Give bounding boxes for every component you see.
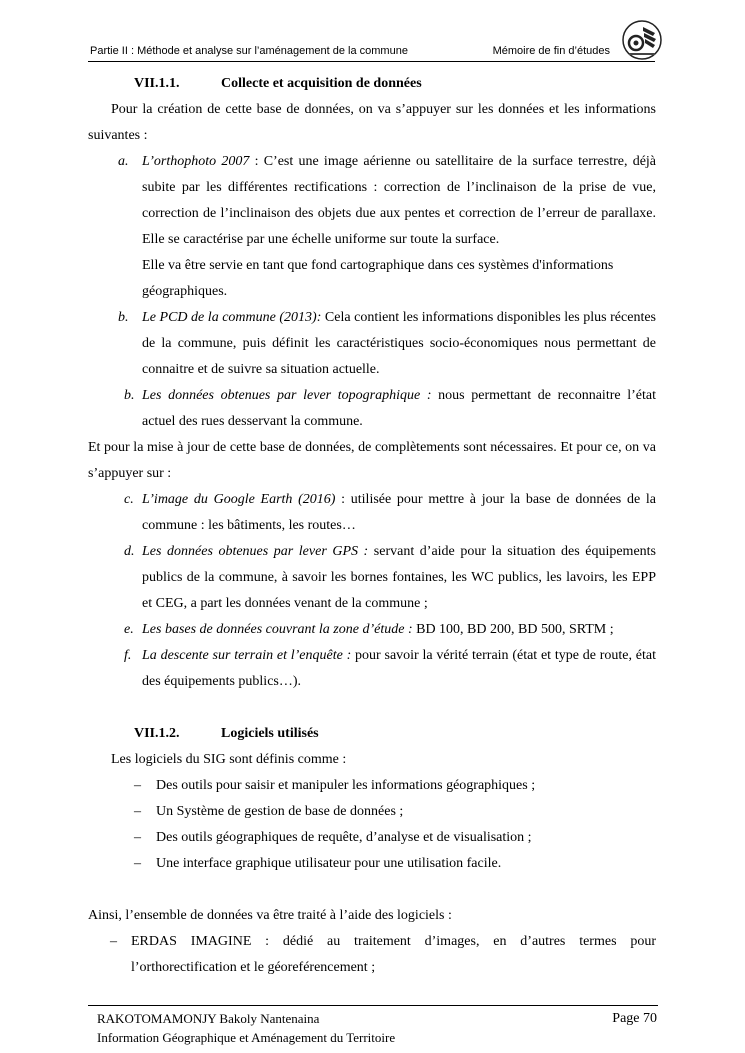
section-heading xyxy=(88,721,656,747)
item-title: Les bases de données couvrant la zone d’étude : xyxy=(142,622,413,637)
header-left: Partie II : Méthode et analyse sur l’aménagement de la commune xyxy=(90,45,408,57)
item-text: : utilisée pour mettre à jour la base de données de la commune : les bâtiments, les routes… xyxy=(142,492,656,533)
dash-marker: – xyxy=(134,778,141,793)
header-rule xyxy=(88,61,655,62)
paragraph: Et pour la mise à jour de cette base de données, de complètements sont nécessaires. Et pour ce, on va s’appuyer sur : xyxy=(88,440,656,481)
dash-marker: – xyxy=(110,934,117,949)
bullet-text: Une interface graphique utilisateur pour une utilisation facile. xyxy=(156,856,502,871)
list-marker: b. xyxy=(118,310,129,325)
bullet-item xyxy=(88,799,656,825)
list-marker: e. xyxy=(124,622,134,637)
bullet-item xyxy=(88,825,656,851)
item-extra: Elle va être servie en tant que fond cartographique dans ces systèmes d'informations géographiques. xyxy=(142,258,614,299)
item-title: L’image du Google Earth (2016) xyxy=(142,492,336,507)
item-title: Les données obtenues par lever GPS : xyxy=(142,544,369,559)
section-title: Collecte et acquisition de données xyxy=(221,76,422,91)
list-item xyxy=(88,539,656,617)
paragraph: Ainsi, l’ensemble de données va être traité à l’aide des logiciels : xyxy=(88,908,452,923)
item-title: L’orthophoto 2007 xyxy=(142,154,250,169)
item-title: Les données obtenues par lever topographique : xyxy=(142,388,432,403)
paragraph: Les logiciels du SIG sont définis comme : xyxy=(111,752,347,767)
item-text: Cela contient les informations disponibles les plus récentes de la commune, puis définit les caractéristiques socio-économiques nous permettant de connaitre et de suivre sa situation actuelle. xyxy=(142,310,656,377)
footer-author: RAKOTOMAMONJY Bakoly Nantenaina xyxy=(97,1011,320,1026)
spacer xyxy=(88,695,656,721)
footer-program: Information Géographique et Aménagement du Territoire xyxy=(97,1030,396,1045)
software-text: ERDAS IMAGINE : dédié au traitement d’images, en d’autres termes pour l’orthorectification et le géoreférencement ; xyxy=(131,934,656,975)
item-text: : C’est une image aérienne ou satellitaire de la surface terrestre, déjà subite par les différentes rectifications : correction de l’inclinaison de la prise de vue, correction de l’inclinaison des objets due aux pentes et correction de l’erreur de parallaxe. Elle se caractérise par une échelle uniforme sur toute la surface. xyxy=(142,154,657,247)
list-marker: d. xyxy=(124,544,135,559)
university-logo-icon xyxy=(621,19,663,61)
item-text: BD 100, BD 200, BD 500, SRTM ; xyxy=(412,622,614,637)
list-item xyxy=(88,643,656,695)
paragraph: Pour la création de cette base de données, on va s’appuyer sur les données et les informations suivantes : xyxy=(88,102,656,143)
spacer xyxy=(88,877,656,903)
item-title: La descente sur terrain et l’enquête : xyxy=(142,648,352,663)
item-title: Le PCD de la commune (2013): xyxy=(142,310,322,325)
page-footer xyxy=(97,1009,657,1047)
list-item xyxy=(88,149,656,305)
list-marker: a. xyxy=(118,154,129,169)
item-text: servant d’aide pour la situation des équipements publics de la commune, à savoir les bornes fontaines, les WC publics, les lavoirs, les EPP et CEG, a part les données venant de la commune ; xyxy=(142,544,656,611)
section-heading xyxy=(88,71,656,97)
section-title: Logiciels utilisés xyxy=(221,726,319,741)
item-text: nous permettant de reconnaitre l’état actuel des rues desservant la commune. xyxy=(142,388,656,429)
list-marker: c. xyxy=(124,492,134,507)
list-item xyxy=(88,305,656,383)
bullet-item xyxy=(88,851,656,877)
section-number: VII.1.1. xyxy=(134,76,180,91)
bullet-text: Des outils géographiques de requête, d’analyse et de visualisation ; xyxy=(156,830,532,845)
footer-rule xyxy=(88,1005,658,1006)
page-number: Page 70 xyxy=(612,1011,657,1026)
dash-marker: – xyxy=(134,804,141,819)
dash-marker: – xyxy=(134,830,141,845)
bullet-text: Un Système de gestion de base de données ; xyxy=(156,804,404,819)
item-text: pour savoir la vérité terrain (état et type de route, état des équipements publics…). xyxy=(142,648,656,689)
dash-marker: – xyxy=(134,856,141,871)
software-item xyxy=(88,929,656,981)
bullet-text: Des outils pour saisir et manipuler les informations géographiques ; xyxy=(156,778,536,793)
header-right: Mémoire de fin d’études xyxy=(492,45,610,57)
list-marker: b. xyxy=(124,388,135,403)
list-item xyxy=(88,487,656,539)
section-number: VII.1.2. xyxy=(134,726,180,741)
page-body xyxy=(88,71,656,981)
list-marker: f. xyxy=(124,648,132,663)
list-item xyxy=(88,383,656,435)
list-item xyxy=(88,617,656,643)
bullet-item xyxy=(88,773,656,799)
